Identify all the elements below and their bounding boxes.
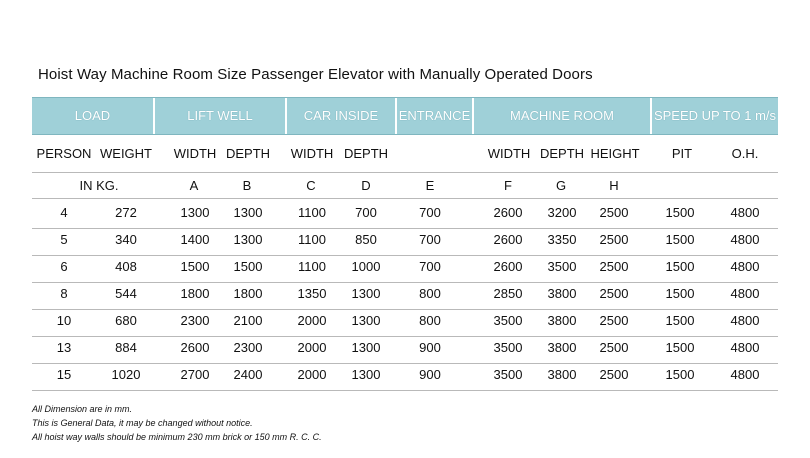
cell-car-depth: 1300 bbox=[351, 286, 381, 301]
row-rule bbox=[32, 336, 778, 337]
cell-machine-width: 3500 bbox=[493, 340, 523, 355]
sub-a: A bbox=[189, 178, 199, 193]
cell-machine-depth: 3350 bbox=[547, 232, 577, 247]
cell-entrance: 900 bbox=[419, 367, 441, 382]
cell-pit: 1500 bbox=[665, 259, 695, 274]
row-rule bbox=[32, 255, 778, 256]
cell-person: 8 bbox=[60, 286, 68, 301]
cell-car-width: 1100 bbox=[298, 205, 326, 220]
header-lift-depth: DEPTH bbox=[225, 146, 271, 161]
header-car-width: WIDTH bbox=[290, 146, 334, 161]
cell-pit: 1500 bbox=[665, 232, 695, 247]
subheader-rule bbox=[32, 198, 778, 199]
sub-in-kg: IN KG. bbox=[79, 178, 119, 193]
cell-person: 10 bbox=[56, 313, 72, 328]
cell-oh: 4800 bbox=[730, 259, 760, 274]
cell-car-width: 2000 bbox=[297, 313, 327, 328]
cell-lift-width: 1500 bbox=[180, 259, 210, 274]
cell-machine-depth: 3800 bbox=[547, 286, 577, 301]
header-weight: WEIGHT bbox=[100, 146, 152, 161]
row-rule bbox=[32, 282, 778, 283]
cell-lift-depth: 2100 bbox=[233, 313, 263, 328]
cell-pit: 1500 bbox=[665, 205, 695, 220]
cell-entrance: 700 bbox=[419, 232, 441, 247]
sub-h: H bbox=[609, 178, 619, 193]
cell-car-depth: 1000 bbox=[351, 259, 381, 274]
table-title: Hoist Way Machine Room Size Passenger Elevator with Manually Operated Doors bbox=[38, 66, 593, 83]
cell-machine-width: 2850 bbox=[493, 286, 523, 301]
header-pit: PIT bbox=[671, 146, 693, 161]
header-machine-height: HEIGHT bbox=[590, 146, 640, 161]
cell-car-depth: 1300 bbox=[351, 313, 381, 328]
cell-car-width: 1350 bbox=[297, 286, 327, 301]
cell-entrance: 800 bbox=[419, 313, 441, 328]
cell-machine-height: 2500 bbox=[599, 232, 629, 247]
cell-car-depth: 850 bbox=[355, 232, 377, 247]
cell-pit: 1500 bbox=[665, 367, 695, 382]
cell-lift-width: 1400 bbox=[180, 232, 210, 247]
cell-oh: 4800 bbox=[730, 367, 760, 382]
cell-machine-depth: 3800 bbox=[547, 340, 577, 355]
cell-entrance: 900 bbox=[419, 340, 441, 355]
cell-machine-depth: 3800 bbox=[547, 367, 577, 382]
cell-weight: 1020 bbox=[111, 367, 141, 382]
group-machine-room: MACHINE ROOM bbox=[474, 98, 652, 134]
sub-d: D bbox=[361, 178, 371, 193]
cell-oh: 4800 bbox=[730, 232, 760, 247]
cell-weight: 544 bbox=[115, 286, 137, 301]
cell-machine-height: 2500 bbox=[599, 367, 629, 382]
cell-person: 15 bbox=[56, 367, 72, 382]
cell-lift-width: 2300 bbox=[180, 313, 210, 328]
cell-machine-depth: 3800 bbox=[547, 313, 577, 328]
cell-machine-width: 3500 bbox=[493, 313, 523, 328]
cell-car-width: 2000 bbox=[297, 367, 327, 382]
cell-lift-depth: 1300 bbox=[233, 232, 263, 247]
group-entrance: ENTRANCE bbox=[397, 98, 474, 134]
group-car-inside: CAR INSIDE bbox=[287, 98, 397, 134]
cell-car-depth: 1300 bbox=[351, 340, 381, 355]
cell-lift-depth: 1800 bbox=[233, 286, 263, 301]
sub-b: B bbox=[242, 178, 252, 193]
cell-machine-height: 2500 bbox=[599, 205, 629, 220]
header-oh: O.H. bbox=[731, 146, 759, 161]
cell-weight: 272 bbox=[115, 205, 137, 220]
cell-pit: 1500 bbox=[665, 340, 695, 355]
cell-car-width: 1100 bbox=[298, 232, 326, 247]
cell-person: 6 bbox=[60, 259, 68, 274]
sub-g: G bbox=[555, 178, 567, 193]
cell-car-depth: 1300 bbox=[351, 367, 381, 382]
cell-person: 4 bbox=[60, 205, 68, 220]
header-machine-depth: DEPTH bbox=[539, 146, 585, 161]
cell-oh: 4800 bbox=[730, 205, 760, 220]
cell-machine-height: 2500 bbox=[599, 340, 629, 355]
header-rule bbox=[32, 172, 778, 173]
sub-c: C bbox=[306, 178, 316, 193]
cell-machine-width: 2600 bbox=[493, 205, 523, 220]
cell-car-depth: 700 bbox=[355, 205, 377, 220]
cell-oh: 4800 bbox=[730, 340, 760, 355]
group-speed: SPEED UP TO 1 m/s bbox=[653, 108, 777, 123]
cell-machine-width: 3500 bbox=[493, 367, 523, 382]
header-car-depth: DEPTH bbox=[343, 146, 389, 161]
sub-f: F bbox=[504, 178, 512, 193]
cell-pit: 1500 bbox=[665, 313, 695, 328]
header-person: PERSON bbox=[36, 146, 92, 161]
cell-lift-width: 2700 bbox=[180, 367, 210, 382]
cell-weight: 884 bbox=[115, 340, 137, 355]
cell-weight: 680 bbox=[115, 313, 137, 328]
cell-oh: 4800 bbox=[730, 286, 760, 301]
footnote-units: All Dimension are in mm. bbox=[32, 404, 133, 414]
cell-lift-width: 1300 bbox=[180, 205, 210, 220]
cell-entrance: 700 bbox=[419, 259, 441, 274]
cell-car-width: 2000 bbox=[297, 340, 327, 355]
cell-machine-height: 2500 bbox=[599, 313, 629, 328]
cell-oh: 4800 bbox=[730, 313, 760, 328]
row-rule bbox=[32, 390, 778, 391]
sub-e: E bbox=[425, 178, 435, 193]
cell-machine-depth: 3200 bbox=[547, 205, 577, 220]
cell-pit: 1500 bbox=[665, 286, 695, 301]
cell-lift-depth: 2300 bbox=[233, 340, 263, 355]
cell-machine-depth: 3500 bbox=[547, 259, 577, 274]
cell-lift-depth: 2400 bbox=[233, 367, 263, 382]
group-header-band bbox=[32, 97, 778, 135]
row-rule bbox=[32, 309, 778, 310]
cell-lift-width: 1800 bbox=[180, 286, 210, 301]
cell-person: 13 bbox=[56, 340, 72, 355]
cell-weight: 408 bbox=[115, 259, 137, 274]
cell-person: 5 bbox=[60, 232, 68, 247]
header-lift-width: WIDTH bbox=[173, 146, 217, 161]
header-machine-width: WIDTH bbox=[487, 146, 531, 161]
row-rule bbox=[32, 228, 778, 229]
row-rule bbox=[32, 363, 778, 364]
cell-machine-width: 2600 bbox=[493, 259, 523, 274]
cell-entrance: 800 bbox=[419, 286, 441, 301]
cell-car-width: 1100 bbox=[298, 259, 326, 274]
cell-weight: 340 bbox=[115, 232, 137, 247]
footnote-general: This is General Data, it may be changed without notice. bbox=[32, 418, 253, 428]
footnote-walls: All hoist way walls should be minimum 230 mm brick or 150 mm R. C. C. bbox=[32, 432, 322, 442]
group-load: LOAD bbox=[32, 98, 155, 134]
cell-entrance: 700 bbox=[419, 205, 441, 220]
cell-machine-height: 2500 bbox=[599, 259, 629, 274]
group-lift-well: LIFT WELL bbox=[155, 98, 287, 134]
cell-machine-width: 2600 bbox=[493, 232, 523, 247]
cell-machine-height: 2500 bbox=[599, 286, 629, 301]
cell-lift-width: 2600 bbox=[180, 340, 210, 355]
cell-lift-depth: 1500 bbox=[233, 259, 263, 274]
cell-lift-depth: 1300 bbox=[233, 205, 263, 220]
